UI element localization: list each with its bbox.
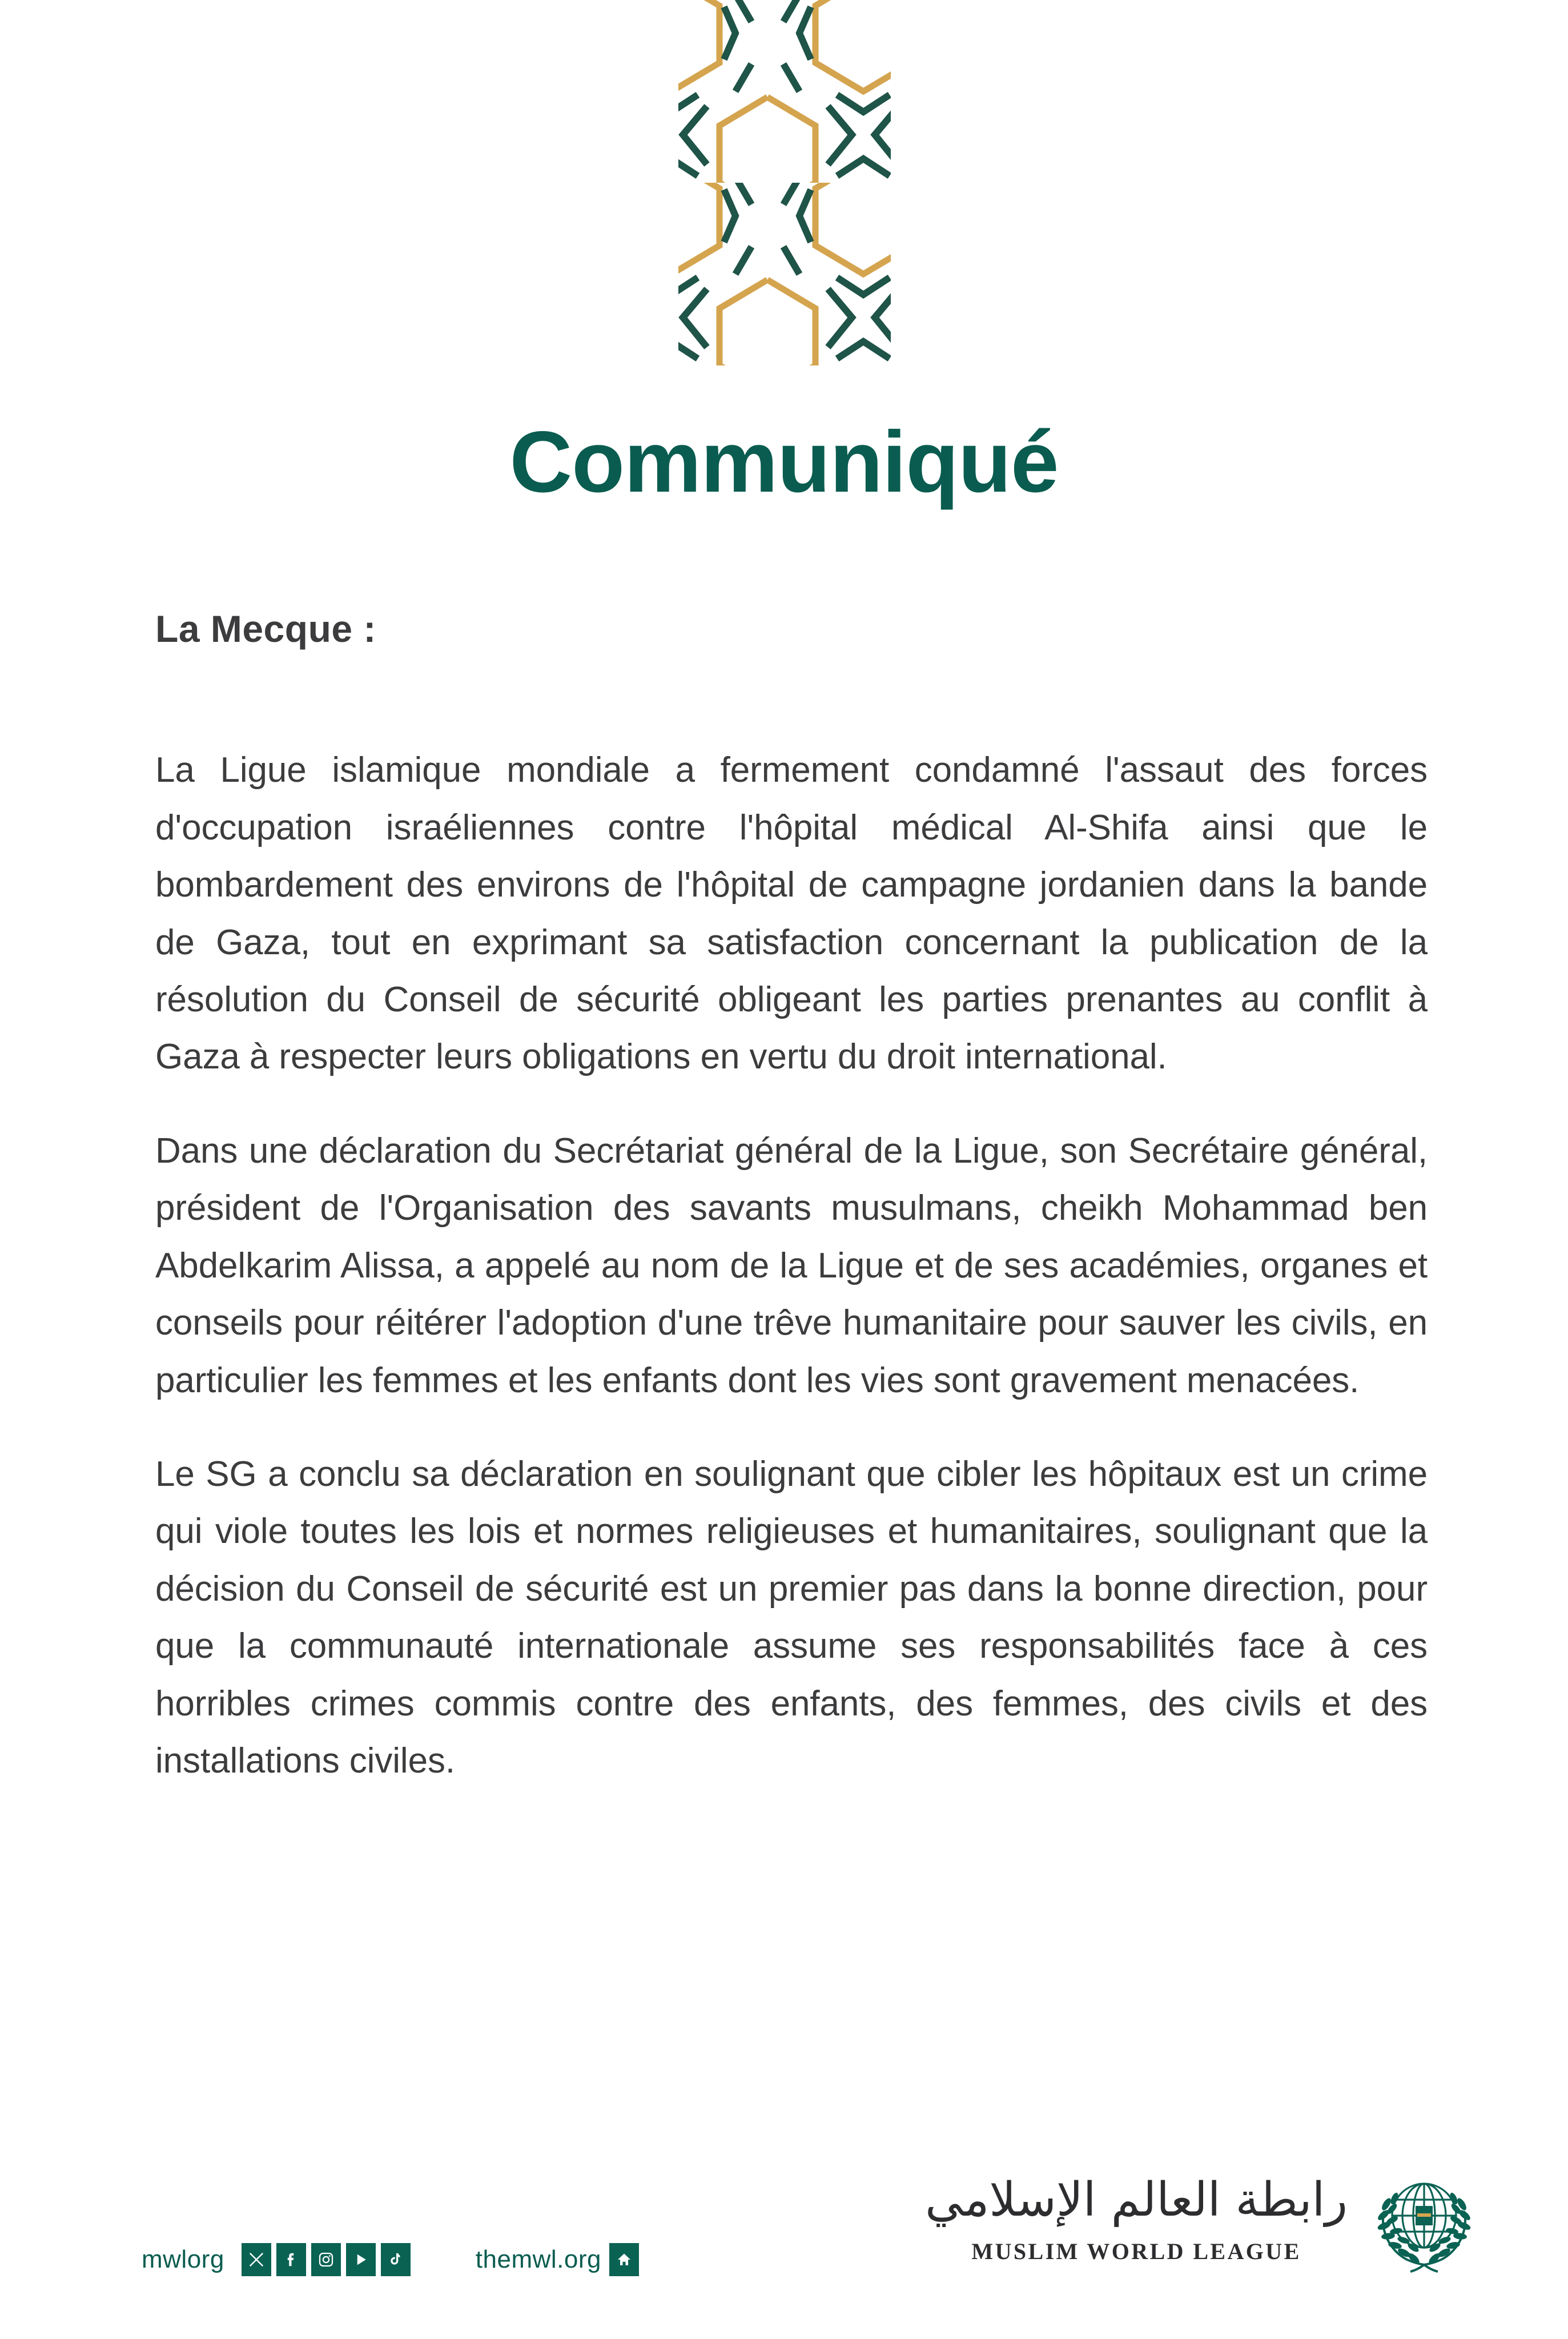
home-icon[interactable] bbox=[609, 2243, 639, 2276]
youtube-icon[interactable] bbox=[346, 2243, 376, 2276]
document-body bbox=[155, 606, 1428, 1790]
body-paragraph: Le SG a conclu sa déclaration en soulignant que cibler les hôpitaux est un crime qui viole toutes les lois et normes religieuses et humanitaires, soulignant que la décision du Conseil de sécurité est un premier pas dans la bonne direction, pour que la communauté internationale assume ses responsabilités face à ces horribles crimes commis contre des enfants, des femmes, des civils et des installations civiles. bbox=[155, 1454, 1428, 1781]
body-paragraph: La Ligue islamique mondiale a fermement condamné l'assaut des forces d'occupation israéliennes contre l'hôpital médical Al-Shifa ainsi que le bombardement des environs de l'hôpital de campagne jordanien dans la bande de Gaza, tout en exprimant sa satisfaction concernant la publication de la résolution du Conseil de sécurité obligeant les parties prenantes au conflit à Gaza à respecter leurs obligations en vertu du droit international. bbox=[155, 750, 1428, 1077]
body-paragraph: Dans une déclaration du Secrétariat général de la Ligue, son Secrétaire général, président de l'Organisation des savants musulmans, cheikh Mohammad ben Abdelkarim Alissa, a appelé au nom de la Ligue et de ses académies, organes et conseils pour réitérer l'adoption d'une trêve humanitaire pour sauver les civils, en particulier les femmes et les enfants dont les vies sont gravement menacées. bbox=[155, 1131, 1428, 1400]
social-icon-row bbox=[242, 2243, 411, 2276]
islamic-hexagon-pattern-icon bbox=[0, 0, 1568, 388]
globe-laurel-emblem-icon bbox=[1365, 2159, 1483, 2277]
facebook-icon[interactable] bbox=[276, 2243, 306, 2276]
instagram-icon[interactable] bbox=[311, 2243, 341, 2276]
page-footer bbox=[0, 2088, 1568, 2339]
logo-wordmark bbox=[925, 2171, 1348, 2265]
social-links-group bbox=[142, 2243, 639, 2276]
header-ornament bbox=[0, 0, 1568, 388]
x-twitter-icon[interactable] bbox=[242, 2243, 271, 2276]
page-title: Communiqué bbox=[509, 413, 1059, 511]
tiktok-icon[interactable] bbox=[381, 2243, 411, 2276]
website-label: themwl.org bbox=[475, 2245, 601, 2273]
dateline-subheading: La Mecque : bbox=[155, 608, 376, 650]
social-handle-label: mwlorg bbox=[142, 2245, 224, 2273]
logo-latin-text: MUSLIM WORLD LEAGUE bbox=[971, 2238, 1301, 2264]
logo-arabic-text: رابطة العالم الإسلامي bbox=[925, 2173, 1348, 2228]
mwl-logo bbox=[925, 2159, 1483, 2277]
website-link-group[interactable] bbox=[476, 2243, 639, 2276]
